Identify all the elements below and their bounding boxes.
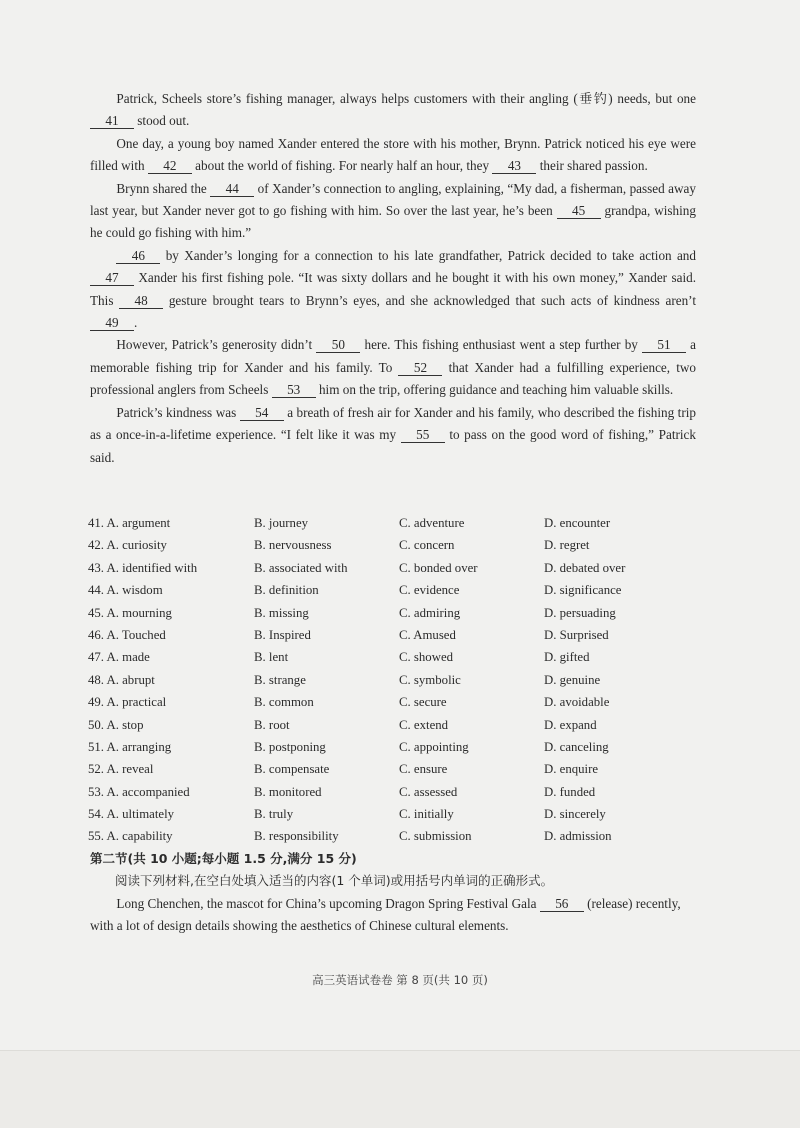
blank-42: 42 bbox=[148, 159, 192, 174]
option-c: C. symbolic bbox=[399, 672, 461, 687]
option-b: B. nervousness bbox=[254, 538, 332, 553]
option-c: C. Amused bbox=[399, 627, 456, 642]
option-b: B. associated with bbox=[254, 560, 348, 575]
option-c: C. ensure bbox=[399, 762, 448, 777]
blank-48: 48 bbox=[119, 294, 163, 309]
option-a: 52. A. reveal bbox=[88, 762, 154, 777]
answer-options bbox=[88, 512, 728, 848]
option-d: D. sincerely bbox=[544, 807, 606, 822]
option-b: B. missing bbox=[254, 605, 309, 620]
option-row bbox=[88, 624, 728, 646]
option-row bbox=[88, 803, 728, 825]
paragraph-2: One day, a young boy named Xander entered the store with his mother, Brynn. Patrick noticed his eye were filled with 42 about the world of fishing. For nearly half an hour, they 43 their shared passion. bbox=[90, 135, 696, 174]
option-a: 51. A. arranging bbox=[88, 739, 172, 754]
blank-55: 55 bbox=[401, 428, 445, 443]
blank-43: 43 bbox=[492, 159, 536, 174]
option-c: C. appointing bbox=[399, 739, 469, 754]
option-a: 47. A. made bbox=[88, 650, 150, 665]
page-footer: 高三英语试卷卷 第 8 页(共 10 页) bbox=[312, 973, 488, 987]
blank-46: 46 bbox=[116, 249, 160, 264]
option-c: C. evidence bbox=[399, 583, 460, 598]
section-2 bbox=[90, 848, 696, 938]
blank-41: 41 bbox=[90, 114, 134, 129]
option-b: B. postponing bbox=[254, 739, 326, 754]
cloze-passage bbox=[90, 88, 696, 469]
option-d: D. significance bbox=[544, 583, 622, 598]
option-d: D. genuine bbox=[544, 672, 601, 687]
option-row bbox=[88, 825, 728, 847]
option-c: C. secure bbox=[399, 695, 447, 710]
option-c: C. extend bbox=[399, 717, 449, 732]
option-a: 45. A. mourning bbox=[88, 605, 172, 620]
option-c: C. initially bbox=[399, 807, 454, 822]
option-d: D. regret bbox=[544, 538, 590, 553]
option-a: 54. A. ultimately bbox=[88, 807, 175, 822]
blank-53: 53 bbox=[272, 383, 316, 398]
blank-45: 45 bbox=[557, 204, 601, 219]
option-b: B. strange bbox=[254, 672, 306, 687]
option-d: D. funded bbox=[544, 784, 596, 799]
option-c: C. assessed bbox=[399, 784, 458, 799]
option-row bbox=[88, 512, 728, 534]
option-b: B. journey bbox=[254, 516, 309, 530]
option-b: B. lent bbox=[254, 650, 289, 665]
option-a: 53. A. accompanied bbox=[88, 784, 190, 799]
option-d: D. debated over bbox=[544, 560, 626, 575]
option-row bbox=[88, 781, 728, 803]
blank-50: 50 bbox=[316, 338, 360, 353]
blank-52: 52 bbox=[398, 361, 442, 376]
section-2-paragraph-1: Long Chenchen, the mascot for China’s upcoming Dragon Spring Festival Gala 56 (release) recently, with a lot of design details showing the aesthetics of Chinese cultural elements. bbox=[90, 895, 681, 934]
paragraph-3: Brynn shared the 44 of Xander’s connection to angling, explaining, “My dad, a fisherman, passed away last year, but Xander never got to go fishing with him. So over the last year, he’s been 45 grandpa, wishing he could go fishing with him.” bbox=[90, 180, 696, 241]
blank-51: 51 bbox=[642, 338, 686, 353]
option-b: B. monitored bbox=[254, 784, 322, 799]
paragraph-5: However, Patrick’s generosity didn’t 50 here. This fishing enthusiast went a step further by 51 a memorable fishing trip for Xander and his family. To 52 that Xander had a fulfilling experience, two professional anglers from Scheels 53 him on the trip, offering guidance and teaching him valuable skills. bbox=[90, 337, 696, 398]
blank-47: 47 bbox=[90, 271, 134, 286]
option-row bbox=[88, 534, 728, 556]
option-d: D. admission bbox=[544, 829, 612, 844]
option-d: D. enquire bbox=[544, 762, 599, 777]
blank-56: 56 bbox=[540, 897, 584, 912]
option-b: B. common bbox=[254, 695, 314, 710]
option-b: B. compensate bbox=[254, 762, 330, 777]
blank-49: 49 bbox=[90, 316, 134, 331]
option-row bbox=[88, 669, 728, 691]
option-a: 49. A. practical bbox=[88, 695, 167, 710]
blank-54: 54 bbox=[240, 406, 284, 421]
option-c: C. showed bbox=[399, 650, 454, 665]
option-row bbox=[88, 714, 728, 736]
option-a: 55. A. capability bbox=[88, 829, 173, 844]
option-d: D. canceling bbox=[544, 739, 609, 754]
option-a: 44. A. wisdom bbox=[88, 583, 163, 598]
paragraph-4: 46 by Xander’s longing for a connection to his late grandfather, Patrick decided to take action and 47 Xander his first fishing pole. “It was sixty dollars and he bought it with his own money,” Xander said. This 48 gesture brought tears to Brynn’s eyes, and she acknowledged that such acts of kindness aren’t 49 . bbox=[90, 247, 696, 331]
option-row bbox=[88, 758, 728, 780]
option-c: C. concern bbox=[399, 538, 455, 553]
option-d: D. encounter bbox=[544, 516, 611, 530]
option-row bbox=[88, 579, 728, 601]
option-d: D. expand bbox=[544, 717, 597, 732]
option-d: D. avoidable bbox=[544, 695, 610, 710]
option-a: 50. A. stop bbox=[88, 717, 144, 732]
section-2-instruction: 阅读下列材料,在空白处填入适当的内容(1 个单词)或用括号内单词的正确形式。 bbox=[115, 873, 554, 889]
option-b: B. responsibility bbox=[254, 829, 339, 844]
option-b: B. truly bbox=[254, 807, 294, 822]
option-a: 42. A. curiosity bbox=[88, 538, 167, 553]
option-row bbox=[88, 602, 728, 624]
paragraph-6: Patrick’s kindness was 54 a breath of fresh air for Xander and his family, who described the fishing trip as a once-in-a-lifetime experience. “I felt like it was my 55 to pass on the good word of fishing,” Patrick said. bbox=[90, 404, 696, 465]
paragraph-1: Patrick, Scheels store’s fishing manager, always helps customers with their angling (垂钓) needs, but one 41 stood out. bbox=[90, 88, 696, 133]
option-d: D. gifted bbox=[544, 650, 590, 665]
option-c: C. admiring bbox=[399, 605, 461, 620]
option-row bbox=[88, 691, 728, 713]
option-d: D. persuading bbox=[544, 605, 616, 620]
option-b: B. Inspired bbox=[254, 627, 311, 642]
option-a: 41. A. argument bbox=[88, 516, 171, 530]
option-c: C. submission bbox=[399, 829, 472, 844]
option-d: D. Surprised bbox=[544, 627, 609, 642]
option-a: 48. A. abrupt bbox=[88, 672, 155, 687]
section-2-title: 第二节(共 10 小题;每小题 1.5 分,满分 15 分) bbox=[90, 851, 357, 866]
option-a: 43. A. identified with bbox=[88, 560, 198, 575]
option-c: C. adventure bbox=[399, 516, 465, 530]
option-row bbox=[88, 557, 728, 579]
option-row bbox=[88, 646, 728, 668]
option-b: B. definition bbox=[254, 583, 319, 598]
option-c: C. bonded over bbox=[399, 560, 478, 575]
page-bottom-margin bbox=[0, 1050, 800, 1128]
option-a: 46. A. Touched bbox=[88, 627, 166, 642]
option-row bbox=[88, 736, 728, 758]
blank-44: 44 bbox=[210, 182, 254, 197]
option-b: B. root bbox=[254, 717, 290, 732]
